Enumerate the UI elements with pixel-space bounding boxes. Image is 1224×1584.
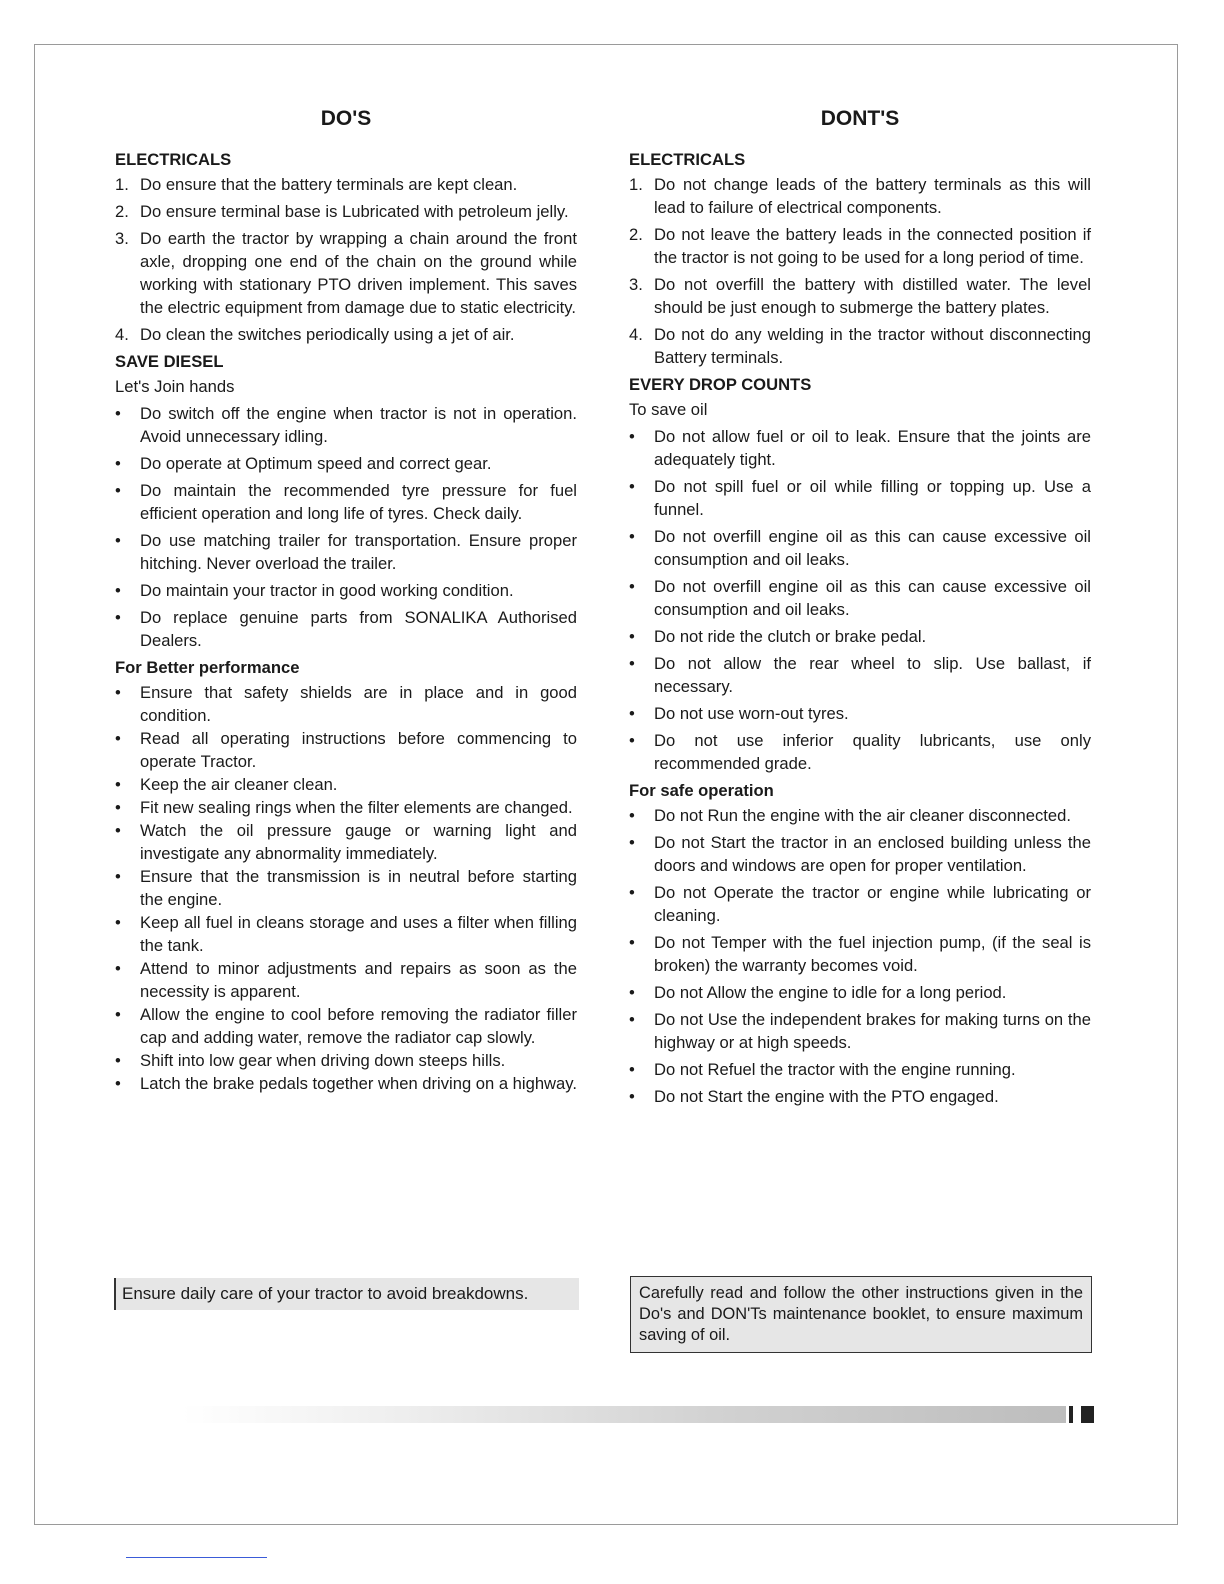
list-item: [629, 323, 1091, 369]
item-text: Keep the air cleaner clean.: [140, 775, 338, 794]
item-text: Do not overfill engine oil as this can cause excessive oil consumption and oil leaks.: [654, 527, 1091, 569]
item-text: Do replace genuine parts from SONALIKA Authorised Dealers.: [140, 608, 577, 650]
list-item: [115, 323, 577, 346]
list-item: [629, 475, 1091, 521]
item-text: Do not Start the engine with the PTO engaged.: [654, 1087, 999, 1106]
list-item: [629, 881, 1091, 927]
item-number: 2.: [115, 202, 129, 221]
save-diesel-subheading: Let's Join hands: [115, 377, 235, 396]
donts-column: [629, 106, 1091, 1112]
item-number: 4.: [629, 325, 643, 344]
list-item: [115, 200, 577, 223]
item-number: 3.: [115, 229, 129, 248]
bottom-link-underline: [126, 1557, 267, 1558]
item-text: Do earth the tractor by wrapping a chain around the front axle, dropping one end of the chain on the ground while working with stationary PTO driven implement. This saves the electric equipment from damage due to static electricity.: [140, 229, 577, 317]
item-text: Do not change leads of the battery terminals as this will lead to failure of electrical components.: [654, 175, 1091, 217]
item-text: Do operate at Optimum speed and correct gear.: [140, 454, 492, 473]
item-number: 1.: [629, 175, 643, 194]
list-item: [629, 981, 1091, 1004]
bullet-icon: •: [115, 683, 121, 702]
list-item: [629, 575, 1091, 621]
save-diesel-heading: SAVE DIESEL: [115, 352, 224, 371]
item-text: Do not Refuel the tractor with the engine running.: [654, 1060, 1016, 1079]
bullet-icon: •: [115, 1005, 121, 1024]
bullet-icon: •: [115, 404, 121, 423]
item-text: Do not use worn-out tyres.: [654, 704, 849, 723]
bullet-icon: •: [629, 627, 635, 646]
list-item: [115, 1049, 577, 1072]
bullet-icon: •: [115, 581, 121, 600]
item-text: Watch the oil pressure gauge or warning light and investigate any abnormality immediately.: [140, 821, 577, 863]
save-diesel-list: [115, 402, 577, 652]
list-item: [629, 425, 1091, 471]
bullet-icon: •: [629, 654, 635, 673]
bullet-icon: •: [115, 775, 121, 794]
bullet-icon: •: [629, 933, 635, 952]
list-item: [115, 796, 577, 819]
safe-operation-heading: For safe operation: [629, 781, 774, 800]
list-item: [115, 773, 577, 796]
item-text: Latch the brake pedals together when driving on a highway.: [140, 1074, 577, 1093]
bullet-icon: •: [115, 454, 121, 473]
item-text: Do not overfill the battery with distilled water. The level should be just enough to submerge the battery plates.: [654, 275, 1091, 317]
dos-column: [115, 106, 577, 1099]
list-item: [629, 525, 1091, 571]
item-text: Do not use inferior quality lubricants, use only recommended grade.: [654, 731, 1091, 773]
bullet-icon: •: [629, 1010, 635, 1029]
list-item: [629, 702, 1091, 725]
list-item: [115, 227, 577, 319]
list-item: [629, 1058, 1091, 1081]
bullet-icon: •: [115, 959, 121, 978]
item-text: Do not Operate the tractor or engine while lubricating or cleaning.: [654, 883, 1091, 925]
list-item: [115, 529, 577, 575]
item-number: 4.: [115, 325, 129, 344]
better-performance-heading: For Better performance: [115, 658, 300, 677]
safe-operation-list: [629, 804, 1091, 1108]
item-text: Do not leave the battery leads in the connected position if the tractor is not going to be used for a long period of time.: [654, 225, 1091, 267]
list-item: [115, 681, 577, 727]
bullet-icon: •: [629, 883, 635, 902]
item-text: Do maintain the recommended tyre pressure for fuel efficient operation and long life of tyres. Check daily.: [140, 481, 577, 523]
list-item: [629, 173, 1091, 219]
bullet-icon: •: [629, 577, 635, 596]
list-item: [629, 625, 1091, 648]
item-text: Do use matching trailer for transportation. Ensure proper hitching. Never overload the trailer.: [140, 531, 577, 573]
bullet-icon: •: [629, 731, 635, 750]
donts-electricals-list: [629, 173, 1091, 369]
item-text: Do not overfill engine oil as this can cause excessive oil consumption and oil leaks.: [654, 577, 1091, 619]
bullet-icon: •: [629, 1087, 635, 1106]
bullet-icon: •: [115, 867, 121, 886]
bullet-icon: •: [629, 1060, 635, 1079]
list-item: [629, 273, 1091, 319]
item-text: Do not Run the engine with the air cleaner disconnected.: [654, 806, 1071, 825]
bullet-icon: •: [629, 704, 635, 723]
list-item: [115, 911, 577, 957]
bullet-icon: •: [115, 821, 121, 840]
list-item: [629, 804, 1091, 827]
footer-gradient-bar: [182, 1406, 1066, 1423]
list-item: [629, 729, 1091, 775]
bullet-icon: •: [115, 1074, 121, 1093]
list-item: [115, 579, 577, 602]
list-item: [115, 402, 577, 448]
list-item: [629, 1085, 1091, 1108]
item-number: 1.: [115, 175, 129, 194]
list-item: [115, 819, 577, 865]
item-text: Ensure that the transmission is in neutral before starting the engine.: [140, 867, 577, 909]
dos-electricals-list: [115, 173, 577, 346]
footer-page-mark-thick: [1081, 1406, 1094, 1423]
item-text: Read all operating instructions before commencing to operate Tractor.: [140, 729, 577, 771]
item-text: Do not Allow the engine to idle for a long period.: [654, 983, 1007, 1002]
item-text: Do maintain your tractor in good working condition.: [140, 581, 514, 600]
list-item: [115, 1003, 577, 1049]
item-text: Allow the engine to cool before removing the radiator filler cap and adding water, remove the radiator cap slowly.: [140, 1005, 577, 1047]
bullet-icon: •: [115, 1051, 121, 1070]
item-text: Attend to minor adjustments and repairs as soon as the necessity is apparent.: [140, 959, 577, 1001]
bullet-icon: •: [115, 913, 121, 932]
list-item: [629, 223, 1091, 269]
item-text: Do not ride the clutch or brake pedal.: [654, 627, 927, 646]
item-number: 3.: [629, 275, 643, 294]
list-item: [115, 727, 577, 773]
bullet-icon: •: [629, 477, 635, 496]
list-item: [629, 831, 1091, 877]
item-text: Do not do any welding in the tractor without disconnecting Battery terminals.: [654, 325, 1091, 367]
item-text: Do not allow the rear wheel to slip. Use ballast, if necessary.: [654, 654, 1091, 696]
list-item: [115, 452, 577, 475]
item-text: Do not Start the tractor in an enclosed building unless the doors and windows are open for proper ventilation.: [654, 833, 1091, 875]
list-item: [115, 865, 577, 911]
list-item: [629, 931, 1091, 977]
booklet-note: Carefully read and follow the other instructions given in the Do's and DON'Ts maintenance booklet, to ensure maximum saving of oil.: [630, 1276, 1092, 1353]
item-text: Fit new sealing rings when the filter elements are changed.: [140, 798, 573, 817]
daily-care-note: Ensure daily care of your tractor to avoid breakdowns.: [114, 1278, 579, 1310]
item-text: Shift into low gear when driving down steeps hills.: [140, 1051, 506, 1070]
dos-electricals-heading: ELECTRICALS: [115, 150, 232, 169]
bullet-icon: •: [629, 833, 635, 852]
every-drop-heading: EVERY DROP COUNTS: [629, 375, 812, 394]
footer-page-mark-thin: [1069, 1406, 1073, 1423]
item-text: Do not Use the independent brakes for making turns on the highway or at high speeds.: [654, 1010, 1091, 1052]
bullet-icon: •: [115, 798, 121, 817]
list-item: [115, 173, 577, 196]
bullet-icon: •: [115, 531, 121, 550]
item-text: Do ensure terminal base is Lubricated with petroleum jelly.: [140, 202, 569, 221]
item-text: Ensure that safety shields are in place and in good condition.: [140, 683, 577, 725]
item-text: Do ensure that the battery terminals are kept clean.: [140, 175, 518, 194]
bullet-icon: •: [115, 729, 121, 748]
item-text: Do switch off the engine when tractor is not in operation. Avoid unnecessary idling.: [140, 404, 577, 446]
item-text: Do not spill fuel or oil while filling or topping up. Use a funnel.: [654, 477, 1091, 519]
bullet-icon: •: [629, 427, 635, 446]
list-item: [115, 479, 577, 525]
every-drop-list: [629, 425, 1091, 775]
better-performance-list: [115, 681, 577, 1095]
list-item: [115, 606, 577, 652]
item-text: Do not allow fuel or oil to leak. Ensure that the joints are adequately tight.: [654, 427, 1091, 469]
item-text: Do not Temper with the fuel injection pump, (if the seal is broken) the warranty becomes void.: [654, 933, 1091, 975]
item-number: 2.: [629, 225, 643, 244]
item-text: Keep all fuel in cleans storage and uses a filter when filling the tank.: [140, 913, 577, 955]
every-drop-subheading: To save oil: [629, 400, 708, 419]
bullet-icon: •: [629, 983, 635, 1002]
list-item: [629, 652, 1091, 698]
donts-electricals-heading: ELECTRICALS: [629, 150, 746, 169]
bullet-icon: •: [629, 527, 635, 546]
bullet-icon: •: [115, 481, 121, 500]
item-text: Do clean the switches periodically using a jet of air.: [140, 325, 515, 344]
list-item: [115, 1072, 577, 1095]
donts-title: DONT'S: [820, 107, 900, 130]
list-item: [115, 957, 577, 1003]
bullet-icon: •: [115, 608, 121, 627]
list-item: [629, 1008, 1091, 1054]
bullet-icon: •: [629, 806, 635, 825]
dos-title: DO'S: [320, 107, 372, 130]
